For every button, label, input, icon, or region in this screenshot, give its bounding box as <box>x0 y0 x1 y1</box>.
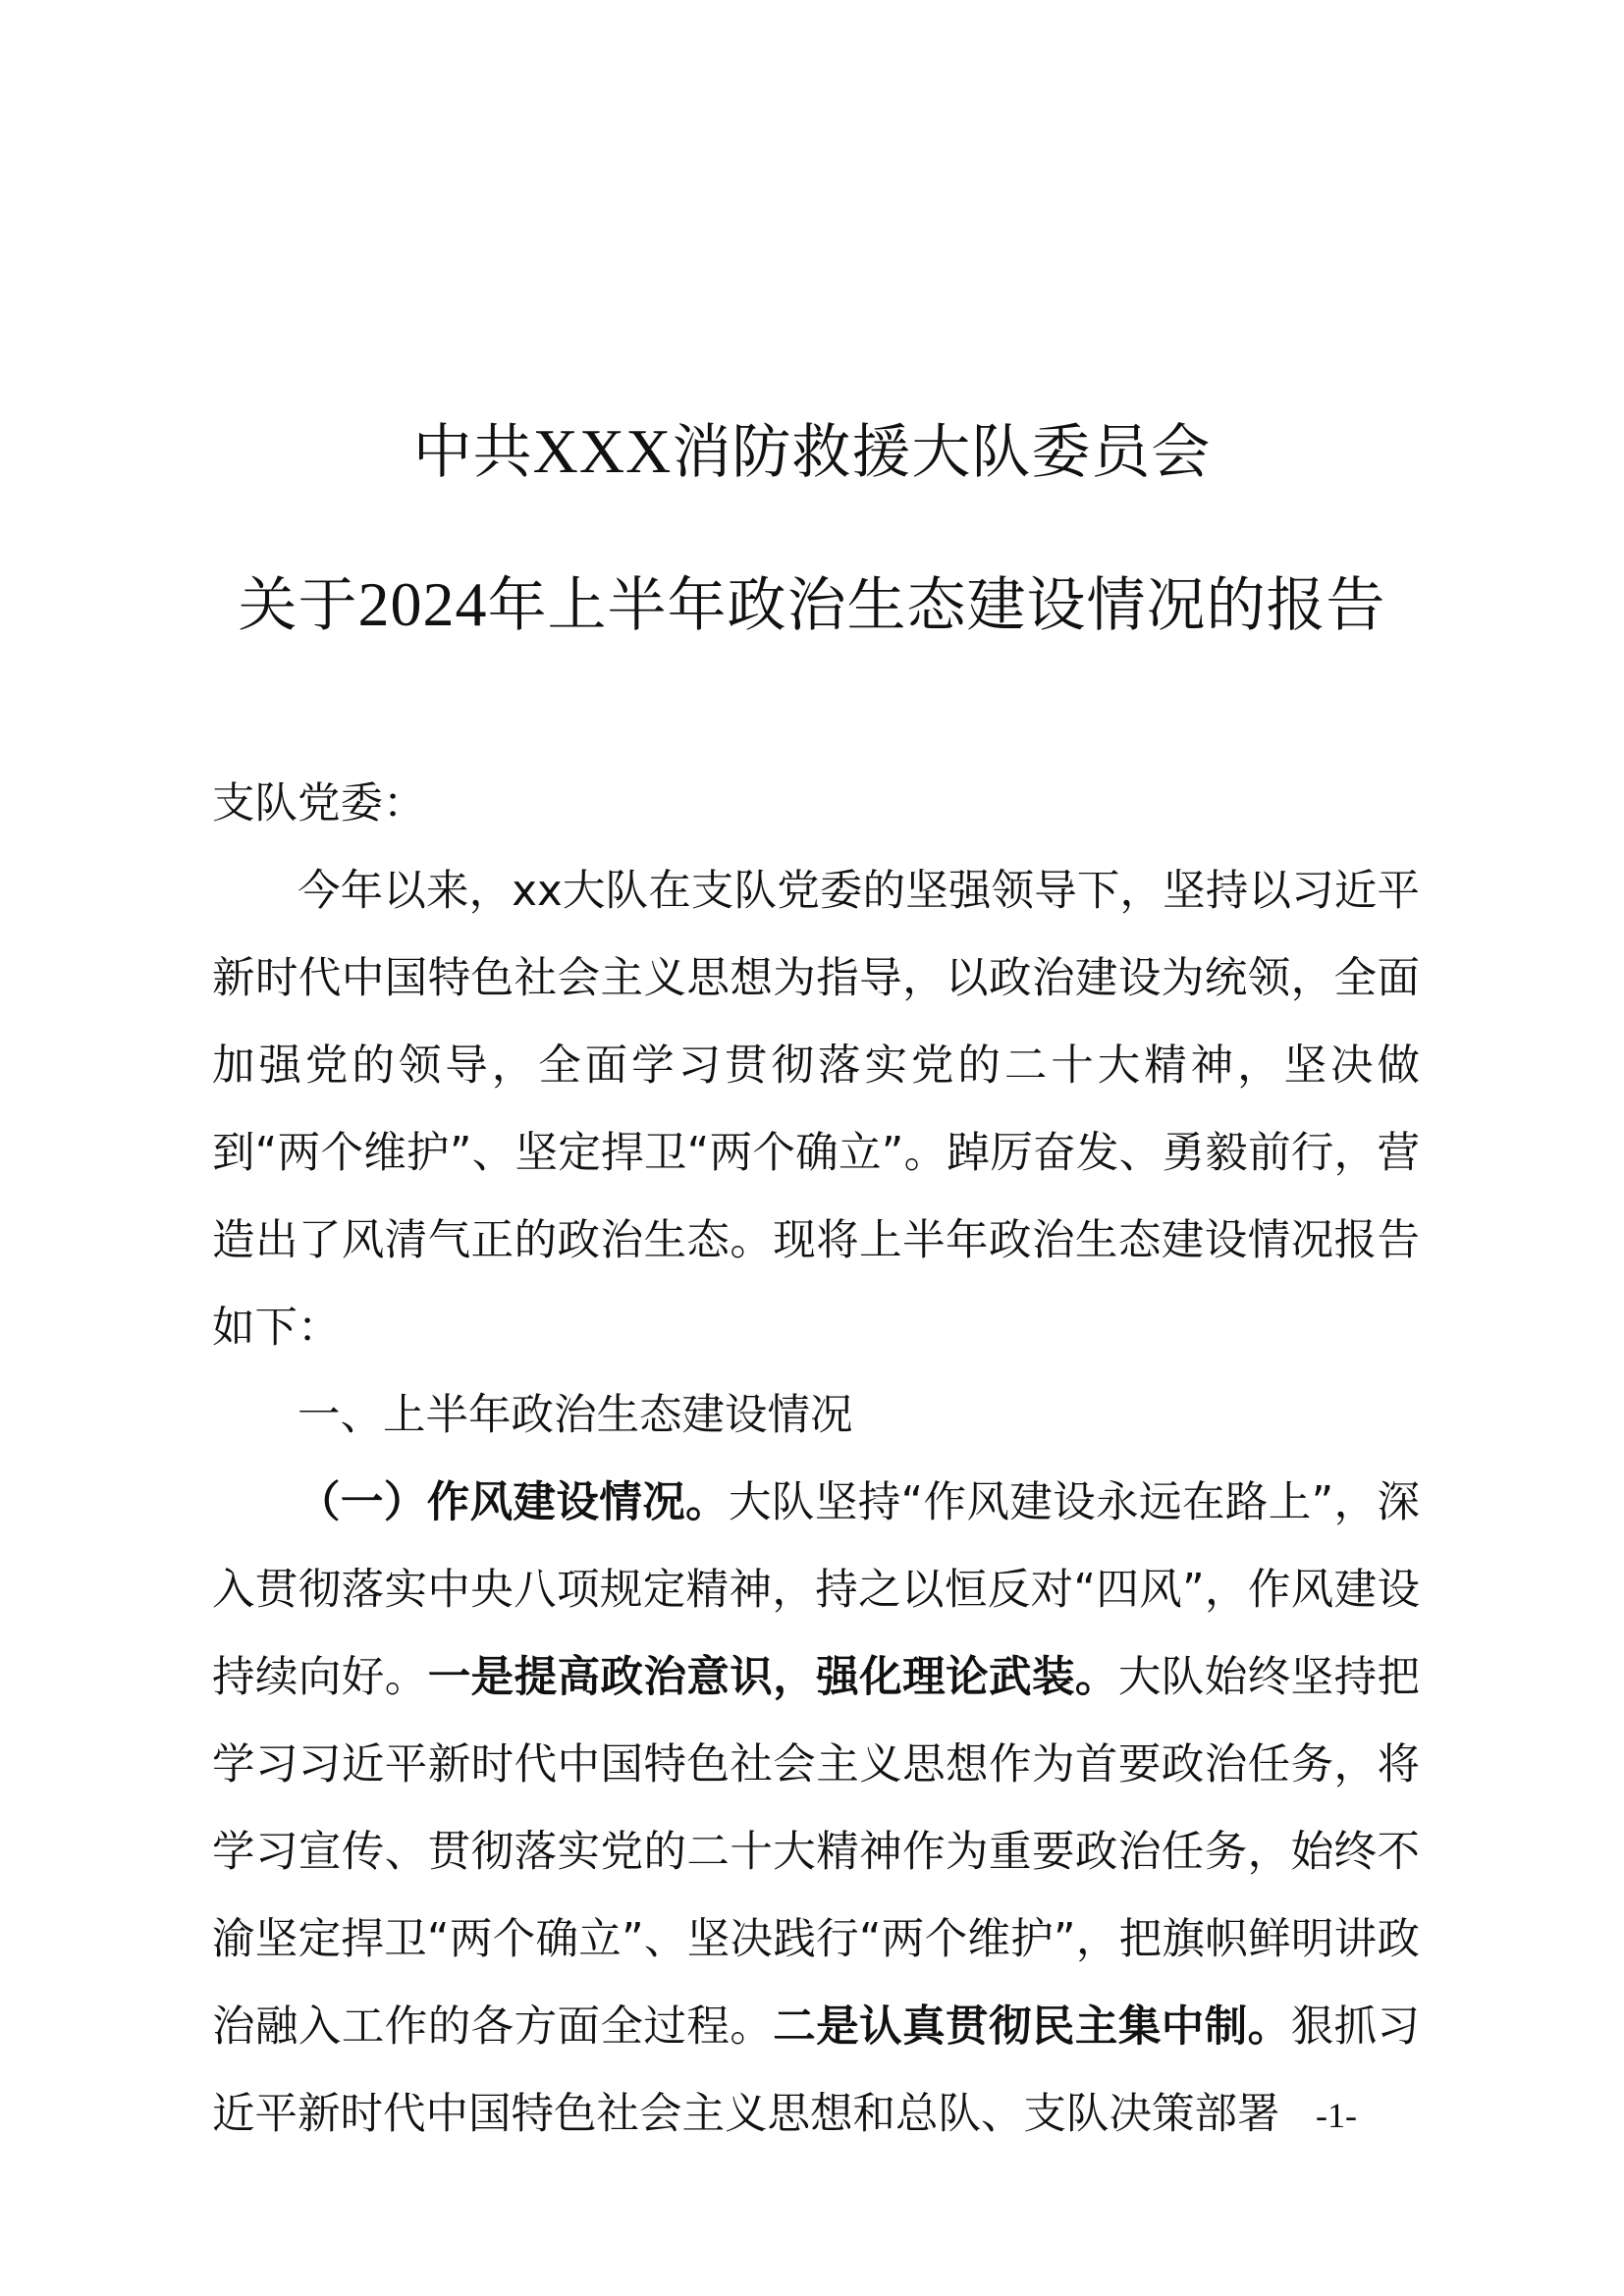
subsection-heading-1: （一）作风建设情况。 <box>298 1478 730 1527</box>
title-line-1-prefix: 中共 <box>412 418 533 487</box>
paragraph-work-style <box>212 1460 1420 2159</box>
paragraph-intro: 今年以来，xx大队在支队党委的坚强领导下，坚持以习近平新时代中国特色社会主义思想为指导，以政治建设为统领，全面加强党的领导，全面学习贯彻落实党的二十大精神，坚决做到“两个维护”、坚定捍卫“两个确立”。踔厉奋发、勇毅前行，营造出了风清气正的政治生态。现将上半年政治生态建设情况报告如下： <box>212 867 1420 1353</box>
title-line-2-suffix: 年上半年政治生态建设情况的报告 <box>487 571 1386 640</box>
salutation: 支队党委： <box>212 779 426 828</box>
title-line-2-year: 2024 <box>357 569 488 639</box>
document-title-line-1 <box>0 412 1624 492</box>
point-heading-1: 一是提高政治意识，强化理论武装。 <box>427 1653 1118 1702</box>
section-heading-1: 一、上半年政治生态建设情况 <box>298 1391 853 1440</box>
title-line-1-suffix: 消防救援大队委员会 <box>672 418 1212 487</box>
page-number: -1- <box>1316 2096 1357 2135</box>
paragraph-text-a: 大队坚持“作风建设永远在路上”，深入贯彻落实中央八项规定精神，持之以恒反对“四风”，作风建设持续向好。 <box>212 1478 1421 1702</box>
paragraph-text-b: 大队始终坚持把学习习近平新时代中国特色社会主义思想作为首要政治任务，将学习宣传、贯彻落实党的二十大精神作为重要政治任务，始终不渝坚定捍卫“两个确立”、坚决践行“两个维护”，把旗帜鲜明讲政治融入工作的各方面全过程。 <box>212 1653 1421 2052</box>
paragraph-text-c: 狠抓习近平新时代中国特色社会主义思想和总队、支队决策部署 <box>212 2002 1421 2139</box>
document-title-line-2 <box>0 565 1624 645</box>
point-heading-2: 二是认真贯彻民主集中制。 <box>773 2002 1291 2052</box>
document-body <box>212 761 1420 2159</box>
title-line-2-prefix: 关于 <box>238 571 358 640</box>
title-line-1-org-code: XXX <box>532 416 673 486</box>
